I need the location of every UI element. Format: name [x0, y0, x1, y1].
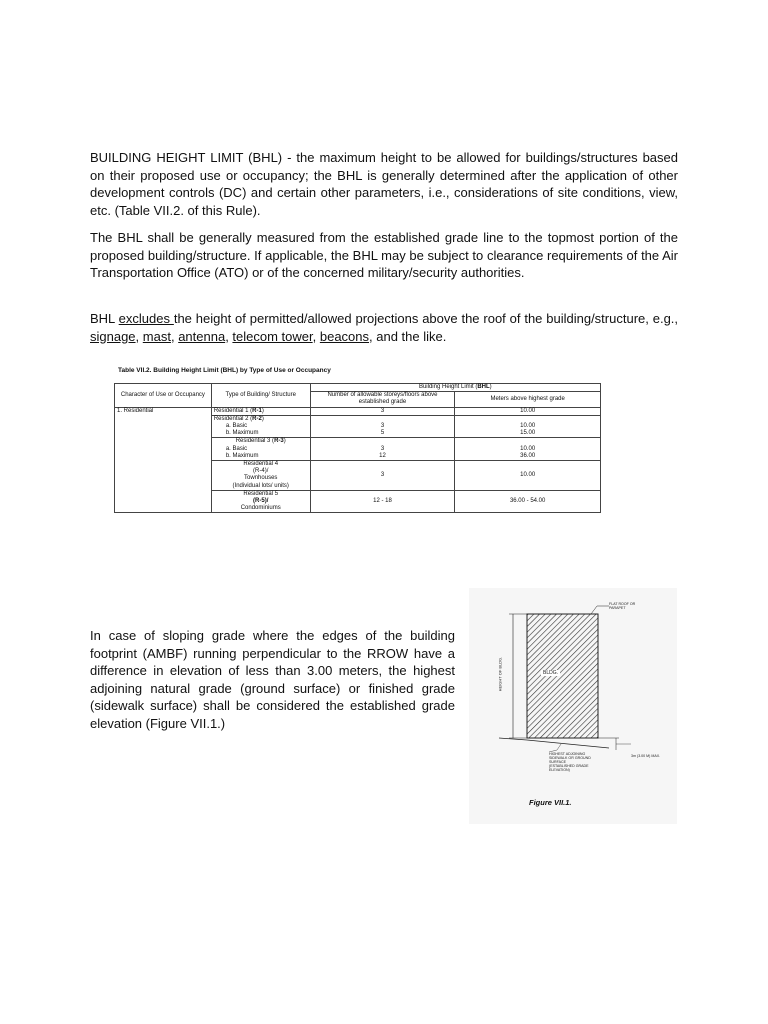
type-cell: Residential 4 (R-4)/ Townhouses (Individual lots/ units): [211, 461, 310, 491]
ground-line-left: [499, 738, 527, 740]
text-segment: BHL: [90, 311, 119, 326]
type-line: Residential 2 (R-2): [213, 415, 264, 422]
header-character: Character of Use or Occupancy: [115, 384, 212, 408]
type-code: R-1: [252, 407, 262, 414]
table-caption: Table VII.2. Building Height Limit (BHL) by Type of Use or Occupancy: [118, 367, 331, 374]
building-diagram: [469, 588, 677, 824]
paragraph-sloping-grade: In case of sloping grade where the edges of the building footprint (AMBF) running perpendicular to the RROW have a difference in elevation of less than 3.00 meters, the highest adjoining natural grade (ground surface) or finished grade (sidewalk surface) shall be considered the established grade elevation (Figure VII.1.): [90, 628, 455, 731]
storeys-cell: 3 12: [310, 438, 455, 461]
term-signage: signage: [90, 328, 136, 344]
header-storeys: Number of allowable storeys/floors above established grade: [310, 392, 455, 407]
text-segment: ,: [225, 328, 233, 344]
roof-leader: [591, 606, 609, 614]
text-segment: the height of permitted/allowed projections above the roof of the building/structure, e.g.,: [173, 311, 679, 326]
term-beacons: beacons: [319, 328, 370, 344]
category-cell: 1. Residential: [115, 407, 212, 513]
header-meters: Meters above highest grade: [455, 392, 601, 407]
term-antenna: antenna: [178, 328, 226, 344]
bhl-table: [114, 383, 601, 513]
storeys-cell: 12 - 18: [310, 490, 455, 513]
type-sub-basic: a. Basic: [225, 445, 248, 452]
grade-label: HIGHEST ADJOINING SIDEWALK OR GROUND SURFACE (ESTABLISHED GRADE ELEVATION): [549, 752, 591, 772]
text-segment: ,: [312, 328, 320, 344]
meters-cell: 10.00 36.00: [455, 438, 601, 461]
term-telecom-tower: telecom tower: [232, 328, 313, 344]
type-sub-maximum: b. Maximum: [225, 452, 259, 459]
type-cell: [211, 407, 310, 415]
figure-building-height: [469, 588, 677, 824]
paragraph-bhl-definition: BUILDING HEIGHT LIMIT (BHL) - the maximum height to be allowed for buildings/structures based on their proposed use or occupancy; the BHL is generally determined after the application of other development controls (DC) and certain other parameters, i.e., considerations of site conditions, view, etc. (Table VII.2. of this Rule).: [90, 150, 678, 218]
paragraph-bhl-measurement: The BHL shall be generally measured from the established grade line to the topmost portion of the proposed building/structure. If applicable, the BHL may be subject to clearance requirements of the Air Transportation Office (ATO) or of the concerned military/security authorities.: [90, 230, 678, 281]
meters-cell: 10.00: [455, 407, 601, 415]
type-sub-maximum: b. Maximum: [225, 430, 259, 437]
term-mast: mast: [142, 328, 171, 344]
meters-cell: 36.00 - 54.00: [455, 490, 601, 513]
type-cell: [211, 415, 310, 438]
figure-caption: Figure VII.1.: [529, 798, 572, 807]
building-body: [527, 614, 598, 738]
term-excludes: excludes: [118, 311, 174, 326]
header-type: Type of Building/ Structure: [211, 384, 310, 408]
type-cell: [211, 438, 310, 461]
text-segment: , and the like.: [369, 328, 447, 344]
text-segment: ,: [135, 328, 143, 344]
type-text: ): [261, 407, 264, 414]
type-text: Residential 1 (: [213, 407, 253, 414]
storeys-cell: 3: [310, 461, 455, 491]
type-sub-basic: a. Basic: [225, 423, 248, 430]
meters-cell: 10.00 15.00: [455, 415, 601, 438]
type-line: Residential 3 (R-3): [235, 438, 286, 445]
meters-cell: 10.00: [455, 461, 601, 491]
sloping-grade-line: [527, 740, 609, 748]
roof-label: FLAT ROOF OR PARAPET: [609, 602, 636, 610]
text-segment: ,: [170, 328, 179, 344]
paragraph-bhl-exclusions: [90, 310, 678, 345]
table-row: [115, 407, 601, 415]
table-header-row: [115, 384, 601, 392]
header-bhl-abbr: BHL: [477, 384, 490, 390]
grade-difference-label: 3m (3.00 M) MAX.: [631, 754, 661, 758]
bldg-label: BLDG.: [543, 670, 559, 676]
type-cell: Residential 5 (R-5)/ Condominiums: [211, 490, 310, 513]
storeys-cell: 3: [310, 407, 455, 415]
header-bhl: Building Height Limit (BHL): [310, 384, 600, 392]
height-label: HEIGHT OF BLDG.: [497, 656, 503, 692]
storeys-cell: 3 5: [310, 415, 455, 438]
